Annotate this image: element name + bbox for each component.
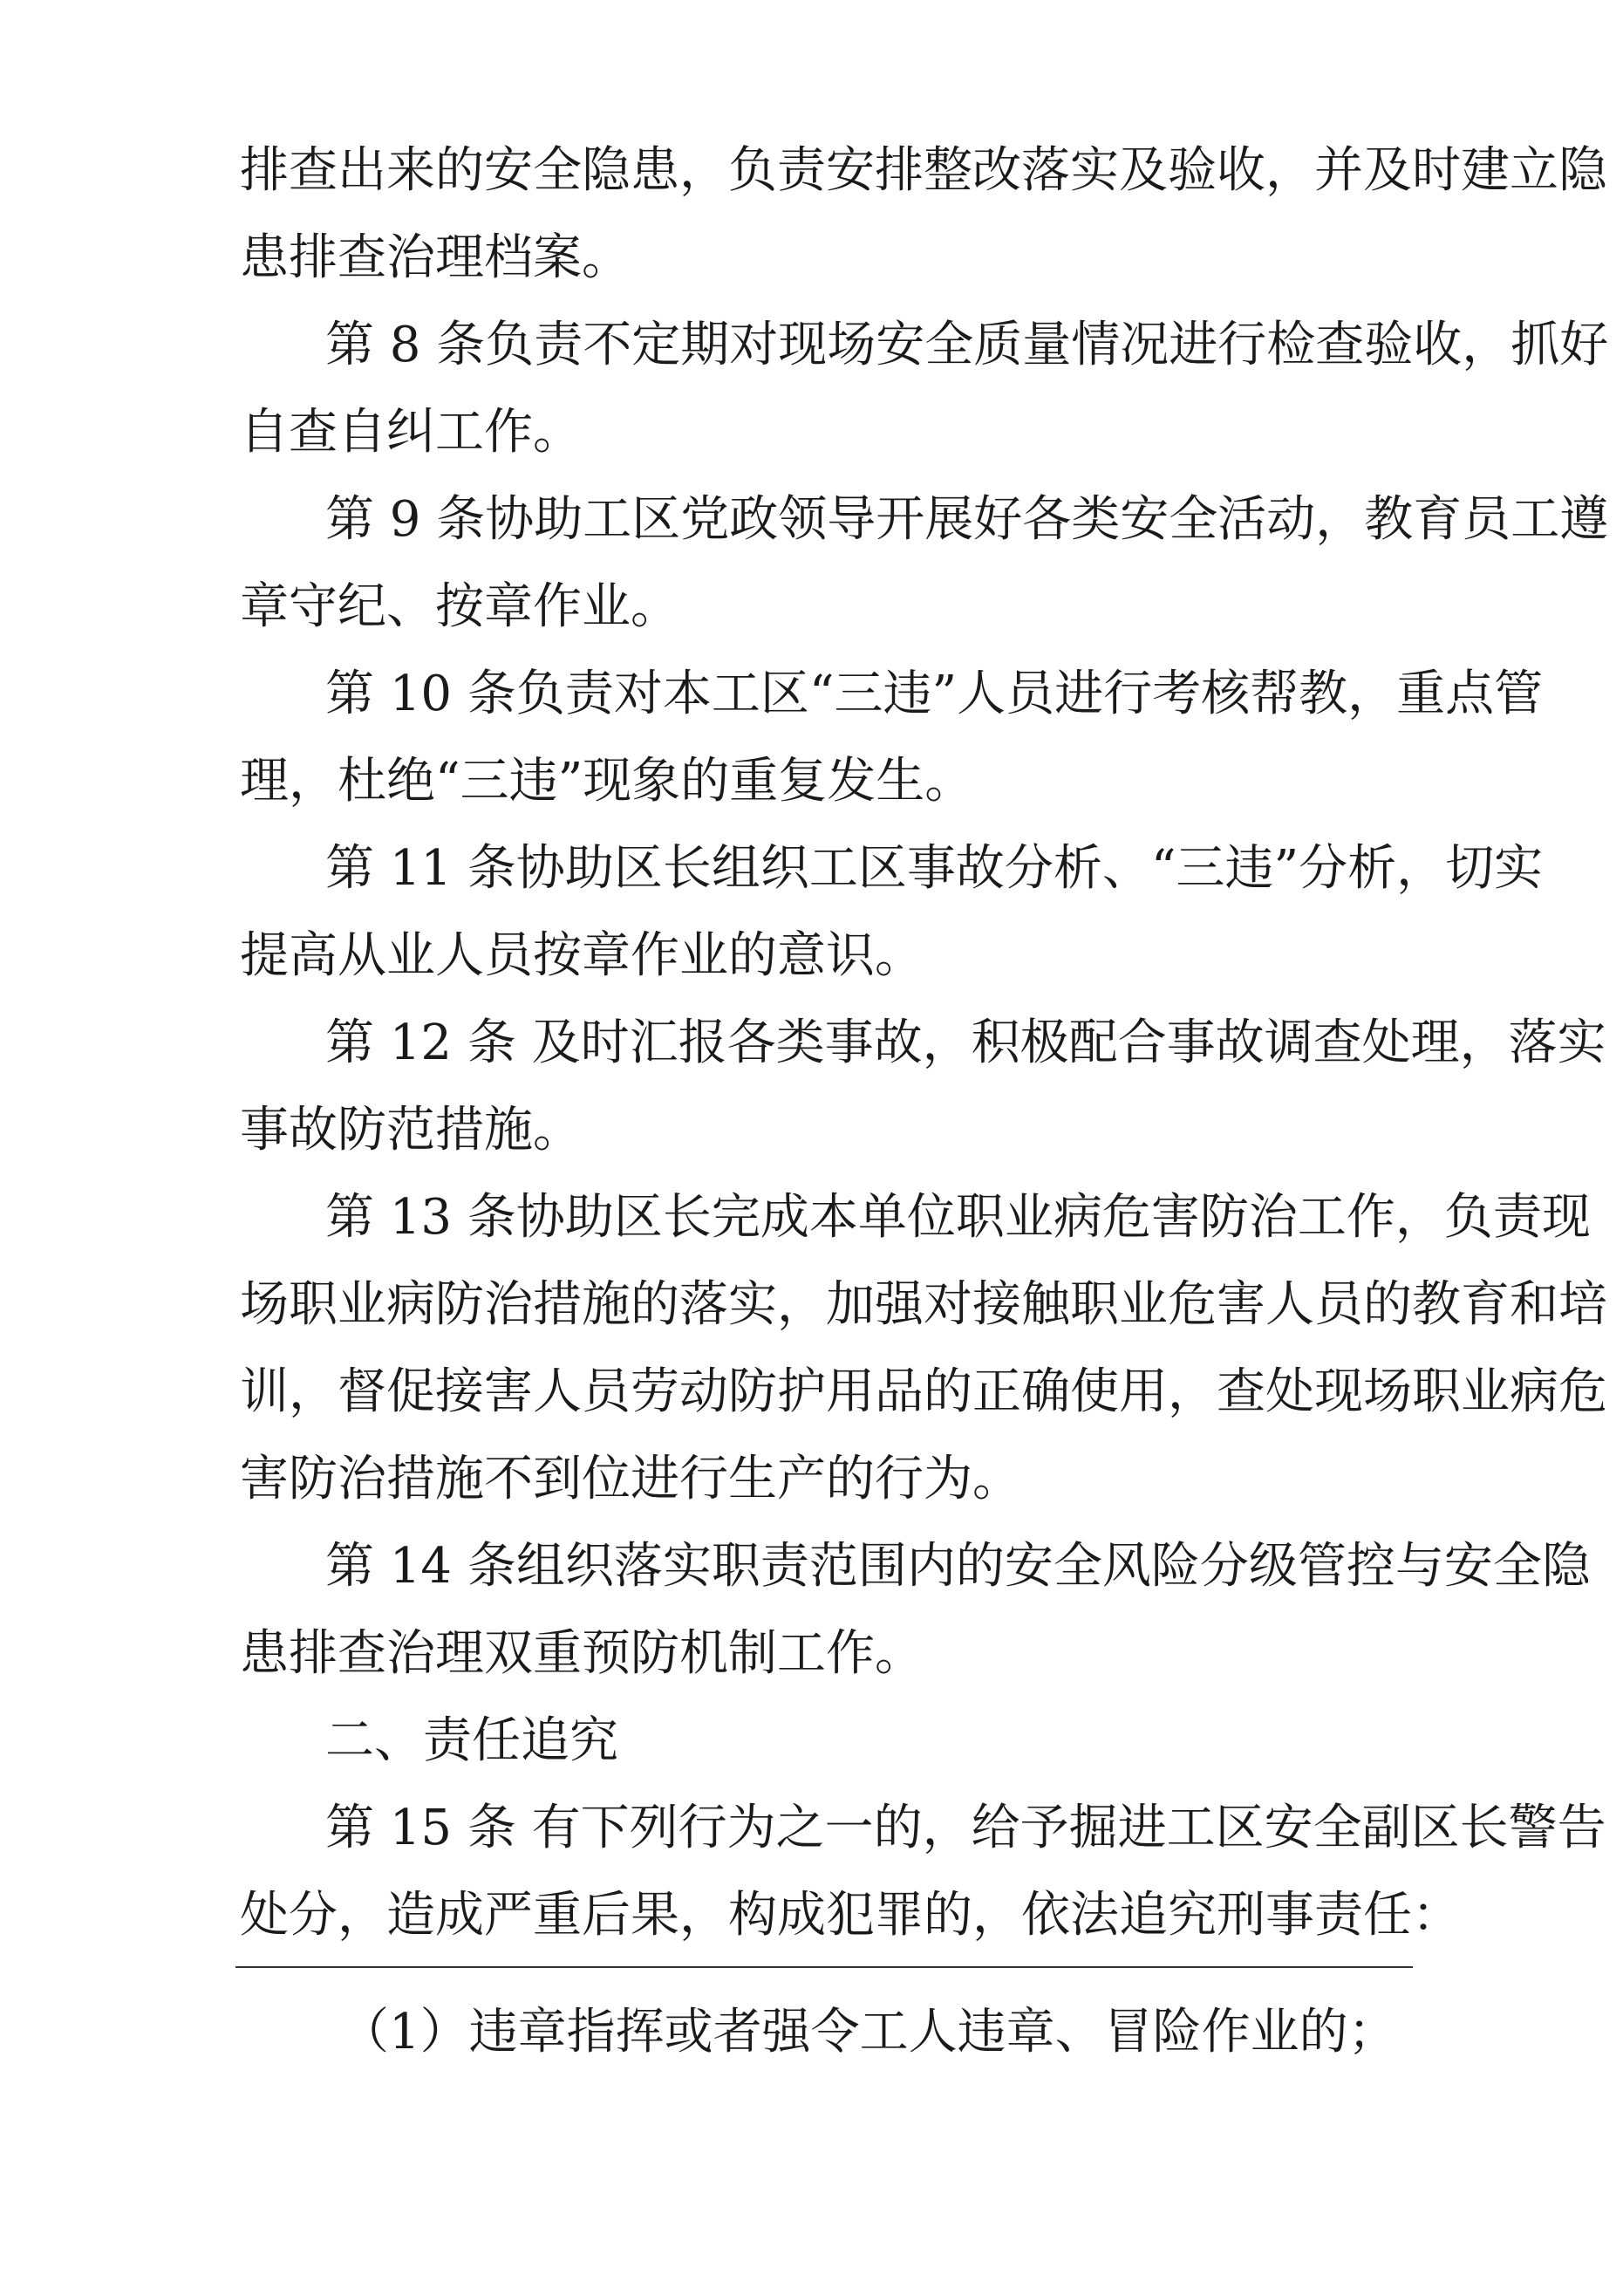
article-8: 第 8 条负责不定期对现场安全质量情况进行检查验收，抓好 xyxy=(325,317,1609,373)
text-line: 训，督促接害人员劳动防护用品的正确使用，查处现场职业病危 xyxy=(240,1363,1607,1420)
text-line: 害防治措施不到位进行生产的行为。 xyxy=(240,1451,1021,1507)
text-line: 理，杜绝“三违”现象的重复发生。 xyxy=(240,753,974,810)
text-line: 提高从业人员按章作业的意识。 xyxy=(240,927,924,984)
article-13: 第 13 条协助区长完成本单位职业病危害防治工作，负责现 xyxy=(325,1189,1591,1246)
article-12: 第 12 条 及时汇报各类事故，积极配合事故调查处理，落实 xyxy=(325,1015,1606,1071)
text-line: 自查自纠工作。 xyxy=(240,404,582,461)
divider xyxy=(235,1966,1413,1968)
article-9: 第 9 条协助工区党政领导开展好各类安全活动，教育员工遵 xyxy=(325,491,1609,548)
text-line: 患排查治理档案。 xyxy=(240,229,631,286)
article-10: 第 10 条负责对本工区“三违”人员进行考核帮教，重点管 xyxy=(325,666,1544,722)
text-line: 患排查治理双重预防机制工作。 xyxy=(240,1625,924,1682)
text-line: 排查出来的安全隐患，负责安排整改落实及验收，并及时建立隐 xyxy=(240,142,1607,199)
article-15: 第 15 条 有下列行为之一的，给予掘进工区安全副区长警告 xyxy=(325,1800,1606,1856)
section-heading: 二、责任追究 xyxy=(325,1712,618,1769)
text-line: 事故防范措施。 xyxy=(240,1102,582,1158)
list-item: （1）违章指挥或者强令工人违章、冒险作业的； xyxy=(340,2004,1397,2060)
text-line: 章守纪、按章作业。 xyxy=(240,578,679,635)
article-14: 第 14 条组织落实职责范围内的安全风险分级管控与安全隐 xyxy=(325,1538,1591,1595)
text-line: 场职业病防治措施的落实，加强对接触职业危害人员的教育和培 xyxy=(240,1276,1607,1333)
article-11: 第 11 条协助区长组织工区事故分析、“三违”分析，切实 xyxy=(325,840,1544,897)
text-line: 处分，造成严重后果，构成犯罪的，依法追究刑事责任： xyxy=(240,1887,1461,1944)
